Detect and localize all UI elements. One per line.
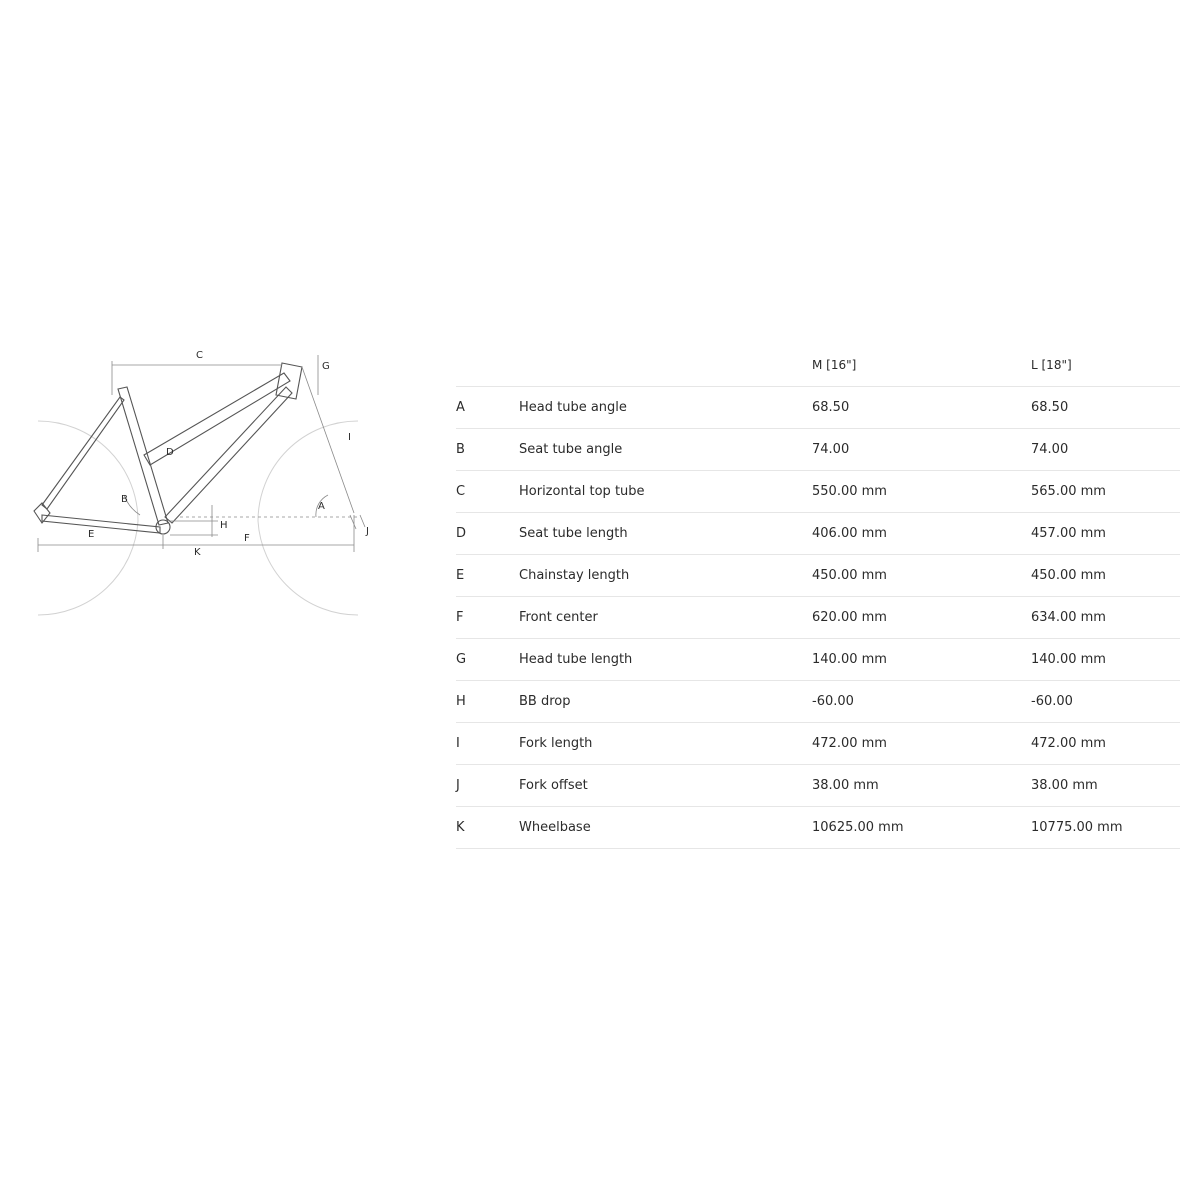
wheel-outlines — [38, 421, 358, 615]
table-row — [456, 471, 1180, 513]
row-name: Seat tube length — [519, 526, 628, 541]
table-row — [456, 807, 1180, 849]
label-K: K — [194, 547, 201, 558]
row-letter: B — [456, 442, 465, 457]
row-value-l: 565.00 mm — [1031, 484, 1106, 499]
table-row — [456, 597, 1180, 639]
label-B: B — [121, 494, 128, 505]
row-letter: H — [456, 694, 466, 709]
row-name: Chainstay length — [519, 568, 630, 583]
table-row — [456, 513, 1180, 555]
row-value-m: 620.00 mm — [812, 610, 887, 625]
row-letter: I — [456, 736, 460, 751]
row-letter: J — [456, 778, 460, 793]
label-I: I — [348, 432, 351, 443]
table-row — [456, 639, 1180, 681]
row-value-m: 406.00 mm — [812, 526, 887, 541]
row-name: Seat tube angle — [519, 442, 623, 457]
geometry-table — [456, 345, 1180, 849]
row-letter: A — [456, 400, 465, 415]
row-letter: D — [456, 526, 467, 541]
row-name: Head tube length — [519, 652, 633, 667]
table-row — [456, 765, 1180, 807]
label-G: G — [322, 361, 330, 372]
dimension-lines — [38, 355, 365, 552]
row-letter: K — [456, 820, 465, 835]
table-row — [456, 555, 1180, 597]
row-value-l: 634.00 mm — [1031, 610, 1106, 625]
row-name: BB drop — [519, 694, 571, 709]
row-value-l: 450.00 mm — [1031, 568, 1106, 583]
row-letter: F — [456, 610, 464, 625]
header-size-l: L [18"] — [1031, 358, 1072, 372]
table-row — [456, 429, 1180, 471]
row-value-l: 38.00 mm — [1031, 778, 1098, 793]
row-value-m: 472.00 mm — [812, 736, 887, 751]
row-letter: G — [456, 652, 467, 667]
bike-frame-diagram — [20, 345, 380, 625]
table-header-row — [456, 345, 1180, 387]
table-row — [456, 387, 1180, 429]
row-value-l: 10775.00 mm — [1031, 820, 1123, 835]
label-F: F — [244, 533, 250, 544]
row-value-l: 472.00 mm — [1031, 736, 1106, 751]
row-name: Horizontal top tube — [519, 484, 645, 499]
row-value-m: -60.00 — [812, 694, 854, 709]
row-value-l: 140.00 mm — [1031, 652, 1106, 667]
label-H: H — [220, 520, 228, 531]
row-value-l: 74.00 — [1031, 442, 1069, 457]
row-name: Wheelbase — [519, 820, 591, 835]
row-value-l: 68.50 — [1031, 400, 1069, 415]
row-name: Fork length — [519, 736, 593, 751]
row-letter: E — [456, 568, 465, 583]
row-value-m: 74.00 — [812, 442, 850, 457]
row-value-m: 550.00 mm — [812, 484, 887, 499]
label-E: E — [88, 529, 95, 540]
row-name: Head tube angle — [519, 400, 627, 415]
row-value-m: 140.00 mm — [812, 652, 887, 667]
label-J: J — [366, 526, 369, 537]
row-value-m: 68.50 — [812, 400, 850, 415]
row-value-m: 38.00 mm — [812, 778, 879, 793]
label-A: A — [318, 501, 325, 512]
table-row — [456, 681, 1180, 723]
table-row — [456, 723, 1180, 765]
row-name: Front center — [519, 610, 598, 625]
row-value-m: 10625.00 mm — [812, 820, 904, 835]
row-letter: C — [456, 484, 466, 499]
row-value-l: 457.00 mm — [1031, 526, 1106, 541]
row-value-l: -60.00 — [1031, 694, 1073, 709]
header-size-m: M [16"] — [812, 358, 857, 372]
row-name: Fork offset — [519, 778, 588, 793]
row-value-m: 450.00 mm — [812, 568, 887, 583]
label-D: D — [166, 447, 174, 458]
label-C: C — [196, 350, 203, 361]
